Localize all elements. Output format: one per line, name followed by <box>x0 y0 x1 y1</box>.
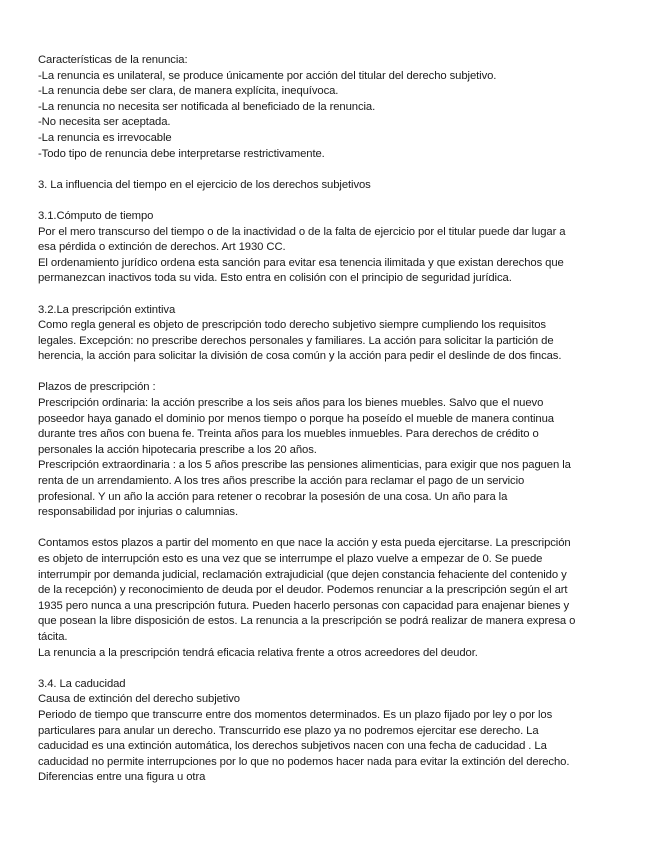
text-line: La renuncia a la prescripción tendrá eficacia relativa frente a otros acreedores del deudor. <box>38 646 478 659</box>
text-line: caducidad no permite interrupciones por lo que no podemos hacer nada para evitar la extinción del derecho. <box>38 755 570 768</box>
renuncia-item <box>38 115 628 131</box>
paragraph-gap <box>38 162 628 178</box>
text-line: poseedor haya ganado el dominio por menos tiempo o porque ha poseído el mueble de manera continua <box>38 412 554 425</box>
paragraph <box>38 225 628 256</box>
text-line: legales. Excepción: no prescribe derechos personales y familiares. La acción para solicitar la partición de <box>38 334 554 347</box>
text-line: permanezcan inactivos toda su vida. Esto entra en colisión con el principio de seguridad jurídica. <box>38 272 512 285</box>
renuncia-item <box>38 100 628 116</box>
text-line: Prescripción ordinaria: la acción prescribe a los seis años para los bienes muebles. Salvo que el nuevo <box>38 397 544 410</box>
text-line: 3. La influencia del tiempo en el ejercicio de los derechos subjetivos <box>38 178 371 191</box>
renuncia-item <box>38 131 628 147</box>
text-line: caducidad es una extinción automática, los derechos subjetivos nacen con una fecha de caducidad . La <box>38 740 547 753</box>
text-line: esa pérdida o extinción de derechos. Art 1930 CC. <box>38 241 286 254</box>
document-page <box>38 53 628 786</box>
subsection-heading <box>38 677 628 693</box>
renuncia-item <box>38 69 628 85</box>
text-line: Prescripción extraordinaria : a los 5 años prescribe las pensiones alimenticias, para exigir que nos paguen la <box>38 459 571 472</box>
text-line: renta de un arrendamiento. A los tres años prescribe la acción para reclamar el pago de un servicio <box>38 475 525 488</box>
text-line: particulares para anular un derecho. Transcurrido ese plazo ya no podremos ejercitar ese derecho. La <box>38 724 539 737</box>
text-line: Diferencias entre una figura u otra <box>38 771 206 784</box>
paragraph-gap <box>38 287 628 303</box>
paragraph <box>38 536 628 645</box>
paragraph-gap <box>38 193 628 209</box>
text-line: El ordenamiento jurídico ordena esta sanción para evitar esa tenencia ilimitada y que existan derechos que <box>38 256 564 269</box>
paragraph <box>38 646 628 662</box>
text-line: -La renuncia debe ser clara, de manera explícita, inequívoca. <box>38 85 339 98</box>
subsection-heading <box>38 303 628 319</box>
paragraph-gap <box>38 365 628 381</box>
renuncia-item <box>38 147 628 163</box>
text-line: 3.2.La prescripción extintiva <box>38 303 176 316</box>
text-line: Contamos estos plazos a partir del momento en que nace la acción y esta pueda ejercitarse. La prescripción <box>38 537 571 550</box>
paragraph <box>38 256 628 287</box>
text-line: responsabilidad por injurias o calumnias. <box>38 506 238 519</box>
text-line: 1935 pero nunca a una prescripción futura. Pueden hacerlo personas con capacidad para enajenar bienes y <box>38 599 570 612</box>
text-line: -No necesita ser aceptada. <box>38 116 171 129</box>
text-line: que posean la libre disposición de estos. La renuncia a la prescripción se podrá realizar de manera expresa o <box>38 615 576 628</box>
section-heading <box>38 178 628 194</box>
text-line: herencia, la acción para solicitar la división de cosa común y la acción para pedir el deslinde de dos fincas. <box>38 350 562 363</box>
paragraph <box>38 396 628 458</box>
paragraph-gap <box>38 521 628 537</box>
subsection-heading <box>38 380 628 396</box>
text-line: Causa de extinción del derecho subjetivo <box>38 693 240 706</box>
text-line: -La renuncia no necesita ser notificada al beneficiado de la renuncia. <box>38 100 376 113</box>
text-line: 3.4. La caducidad <box>38 677 126 690</box>
text-line: Como regla general es objeto de prescripción todo derecho subjetivo siempre cumpliendo los requisitos <box>38 319 546 332</box>
text-line: Plazos de prescripción : <box>38 381 156 394</box>
paragraph <box>38 458 628 520</box>
text-line: Periodo de tiempo que transcurre entre dos momentos determinados. Es un plazo fijado por ley o por los <box>38 708 553 721</box>
subsection-heading <box>38 692 628 708</box>
renuncia-item <box>38 84 628 100</box>
text-line: durante tres años con buena fe. Treinta años para los muebles inmuebles. Para derechos de crédito o <box>38 428 539 441</box>
text-line: 3.1.Cómputo de tiempo <box>38 209 154 222</box>
paragraph <box>38 318 628 365</box>
paragraph-gap <box>38 661 628 677</box>
text-line: -Todo tipo de renuncia debe interpretarse restrictivamente. <box>38 147 325 160</box>
text-line: -La renuncia es unilateral, se produce únicamente por acción del titular del derecho subjetivo. <box>38 69 497 82</box>
text-line: -La renuncia es irrevocable <box>38 131 172 144</box>
text-line: personales la acción hipotecaria prescribe a los 20 años. <box>38 443 317 456</box>
text-line: es objeto de interrupción esto es una vez que se interrumpe el plazo vuelve a empezar de 0. Se puede <box>38 553 543 565</box>
text-line: profesional. Y un año la acción para retener o recobrar la posesión de una cosa. Un año para la <box>38 490 508 503</box>
paragraph <box>38 708 628 786</box>
text-line: de la recepción) y reconocimiento de deuda por el deudor. Podemos renunciar a la prescripción según el art <box>38 584 568 597</box>
text-line: Por el mero transcurso del tiempo o de la inactividad o de la falta de ejercicio por el titular puede dar lugar a <box>38 225 566 238</box>
subsection-heading <box>38 209 628 225</box>
text-line: Características de la renuncia: <box>38 54 188 66</box>
renuncia-heading <box>38 53 628 69</box>
text-line: interrumpir por demanda judicial, reclamación extrajudicial (que dejen constancia fehaciente del contenido y <box>38 568 567 581</box>
text-line: tácita. <box>38 630 68 643</box>
